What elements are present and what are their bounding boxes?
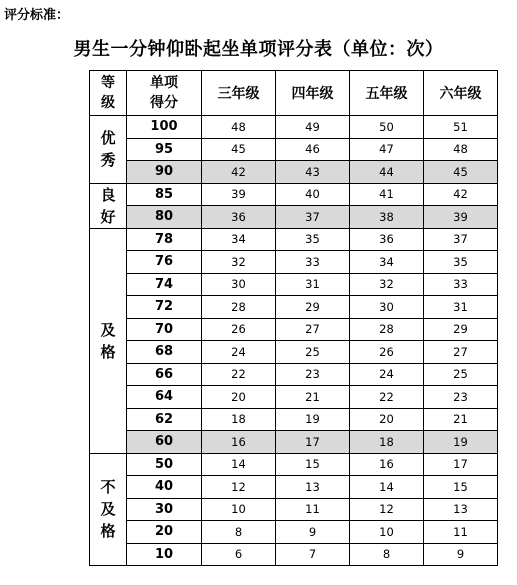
table-row xyxy=(90,341,498,364)
grade-level-cell xyxy=(90,116,127,184)
value-cell: 21 xyxy=(424,408,498,431)
score-cell: 68 xyxy=(127,341,202,364)
score-cell: 95 xyxy=(127,138,202,161)
value-cell: 32 xyxy=(202,251,276,274)
score-cell: 90 xyxy=(127,161,202,184)
value-cell: 19 xyxy=(424,431,498,454)
value-cell: 40 xyxy=(276,183,350,206)
score-cell: 30 xyxy=(127,498,202,521)
value-cell: 43 xyxy=(276,161,350,184)
table-row xyxy=(90,318,498,341)
header-grade-line: 级 xyxy=(101,95,115,111)
table-row xyxy=(90,116,498,139)
header-grade-5: 五年级 xyxy=(350,71,424,116)
header-grade-4: 四年级 xyxy=(276,71,350,116)
value-cell: 36 xyxy=(350,228,424,251)
value-cell: 37 xyxy=(276,206,350,229)
value-cell: 45 xyxy=(202,138,276,161)
value-cell: 30 xyxy=(350,296,424,319)
value-cell: 31 xyxy=(276,273,350,296)
table-body xyxy=(90,116,498,566)
value-cell: 9 xyxy=(424,543,498,566)
table-row xyxy=(90,251,498,274)
grade-level-char: 好 xyxy=(100,207,116,226)
grade-level-cell xyxy=(90,228,127,453)
table-row xyxy=(90,453,498,476)
score-cell: 50 xyxy=(127,453,202,476)
score-cell: 72 xyxy=(127,296,202,319)
header-row xyxy=(90,71,498,116)
value-cell: 7 xyxy=(276,543,350,566)
value-cell: 18 xyxy=(202,408,276,431)
value-cell: 35 xyxy=(424,251,498,274)
header-grade-3: 三年级 xyxy=(202,71,276,116)
value-cell: 23 xyxy=(424,386,498,409)
value-cell: 14 xyxy=(350,476,424,499)
value-cell: 23 xyxy=(276,363,350,386)
value-cell: 25 xyxy=(276,341,350,364)
grade-level-char: 格 xyxy=(100,522,116,541)
header-grade-line: 等 xyxy=(101,75,115,91)
table-row xyxy=(90,296,498,319)
table-row xyxy=(90,543,498,566)
value-cell: 27 xyxy=(424,341,498,364)
value-cell: 41 xyxy=(350,183,424,206)
value-cell: 32 xyxy=(350,273,424,296)
table-row xyxy=(90,183,498,206)
value-cell: 8 xyxy=(202,521,276,544)
value-cell: 37 xyxy=(424,228,498,251)
value-cell: 13 xyxy=(276,476,350,499)
value-cell: 31 xyxy=(424,296,498,319)
score-cell: 74 xyxy=(127,273,202,296)
value-cell: 26 xyxy=(350,341,424,364)
table-row xyxy=(90,206,498,229)
score-table xyxy=(89,70,498,566)
value-cell: 51 xyxy=(424,116,498,139)
value-cell: 39 xyxy=(424,206,498,229)
value-cell: 42 xyxy=(424,183,498,206)
value-cell: 24 xyxy=(202,341,276,364)
value-cell: 34 xyxy=(350,251,424,274)
value-cell: 19 xyxy=(276,408,350,431)
value-cell: 46 xyxy=(276,138,350,161)
value-cell: 9 xyxy=(276,521,350,544)
table-row xyxy=(90,498,498,521)
value-cell: 16 xyxy=(202,431,276,454)
table-row xyxy=(90,228,498,251)
value-cell: 15 xyxy=(276,453,350,476)
score-cell: 76 xyxy=(127,251,202,274)
table-row xyxy=(90,408,498,431)
grade-level-char: 良 xyxy=(100,185,116,204)
table-row xyxy=(90,431,498,454)
score-cell: 66 xyxy=(127,363,202,386)
grade-level-char: 及 xyxy=(100,500,116,519)
value-cell: 8 xyxy=(350,543,424,566)
value-cell: 26 xyxy=(202,318,276,341)
header-grade-6: 六年级 xyxy=(424,71,498,116)
value-cell: 12 xyxy=(350,498,424,521)
grade-level-cell xyxy=(90,453,127,566)
table-row xyxy=(90,476,498,499)
score-cell: 10 xyxy=(127,543,202,566)
table-row xyxy=(90,386,498,409)
header-grade xyxy=(90,71,127,116)
value-cell: 35 xyxy=(276,228,350,251)
grade-level-cell xyxy=(90,183,127,228)
table-row xyxy=(90,273,498,296)
value-cell: 15 xyxy=(424,476,498,499)
value-cell: 22 xyxy=(202,363,276,386)
grade-level-char: 及 xyxy=(100,320,116,339)
value-cell: 47 xyxy=(350,138,424,161)
value-cell: 25 xyxy=(424,363,498,386)
value-cell: 36 xyxy=(202,206,276,229)
value-cell: 18 xyxy=(350,431,424,454)
table-row xyxy=(90,138,498,161)
header-score-line: 得分 xyxy=(150,95,178,111)
value-cell: 11 xyxy=(424,521,498,544)
value-cell: 33 xyxy=(424,273,498,296)
value-cell: 16 xyxy=(350,453,424,476)
grade-level-char: 优 xyxy=(100,129,116,148)
value-cell: 27 xyxy=(276,318,350,341)
grade-level-char: 不 xyxy=(100,478,116,497)
value-cell: 22 xyxy=(350,386,424,409)
score-cell: 60 xyxy=(127,431,202,454)
score-cell: 64 xyxy=(127,386,202,409)
value-cell: 38 xyxy=(350,206,424,229)
value-cell: 17 xyxy=(276,431,350,454)
value-cell: 28 xyxy=(202,296,276,319)
value-cell: 29 xyxy=(424,318,498,341)
value-cell: 30 xyxy=(202,273,276,296)
value-cell: 45 xyxy=(424,161,498,184)
table-row xyxy=(90,363,498,386)
header-score xyxy=(127,71,202,116)
score-cell: 62 xyxy=(127,408,202,431)
value-cell: 49 xyxy=(276,116,350,139)
value-cell: 20 xyxy=(350,408,424,431)
value-cell: 12 xyxy=(202,476,276,499)
value-cell: 33 xyxy=(276,251,350,274)
value-cell: 48 xyxy=(202,116,276,139)
table-row xyxy=(90,521,498,544)
score-cell: 80 xyxy=(127,206,202,229)
value-cell: 10 xyxy=(202,498,276,521)
value-cell: 10 xyxy=(350,521,424,544)
value-cell: 11 xyxy=(276,498,350,521)
score-cell: 85 xyxy=(127,183,202,206)
value-cell: 21 xyxy=(276,386,350,409)
value-cell: 17 xyxy=(424,453,498,476)
value-cell: 29 xyxy=(276,296,350,319)
value-cell: 13 xyxy=(424,498,498,521)
value-cell: 39 xyxy=(202,183,276,206)
score-cell: 100 xyxy=(127,116,202,139)
table-row xyxy=(90,161,498,184)
value-cell: 20 xyxy=(202,386,276,409)
header-score-line: 单项 xyxy=(150,75,178,91)
value-cell: 6 xyxy=(202,543,276,566)
score-cell: 70 xyxy=(127,318,202,341)
value-cell: 14 xyxy=(202,453,276,476)
value-cell: 34 xyxy=(202,228,276,251)
grade-level-char: 秀 xyxy=(100,151,116,170)
grade-level-char: 格 xyxy=(100,342,116,361)
value-cell: 44 xyxy=(350,161,424,184)
value-cell: 42 xyxy=(202,161,276,184)
value-cell: 48 xyxy=(424,138,498,161)
scoring-standard-label: 评分标准： xyxy=(4,8,70,23)
score-cell: 20 xyxy=(127,521,202,544)
score-cell: 40 xyxy=(127,476,202,499)
value-cell: 24 xyxy=(350,363,424,386)
value-cell: 50 xyxy=(350,116,424,139)
value-cell: 28 xyxy=(350,318,424,341)
table-title: 男生一分钟仰卧起坐单项评分表（单位：次） xyxy=(73,39,444,60)
score-cell: 78 xyxy=(127,228,202,251)
